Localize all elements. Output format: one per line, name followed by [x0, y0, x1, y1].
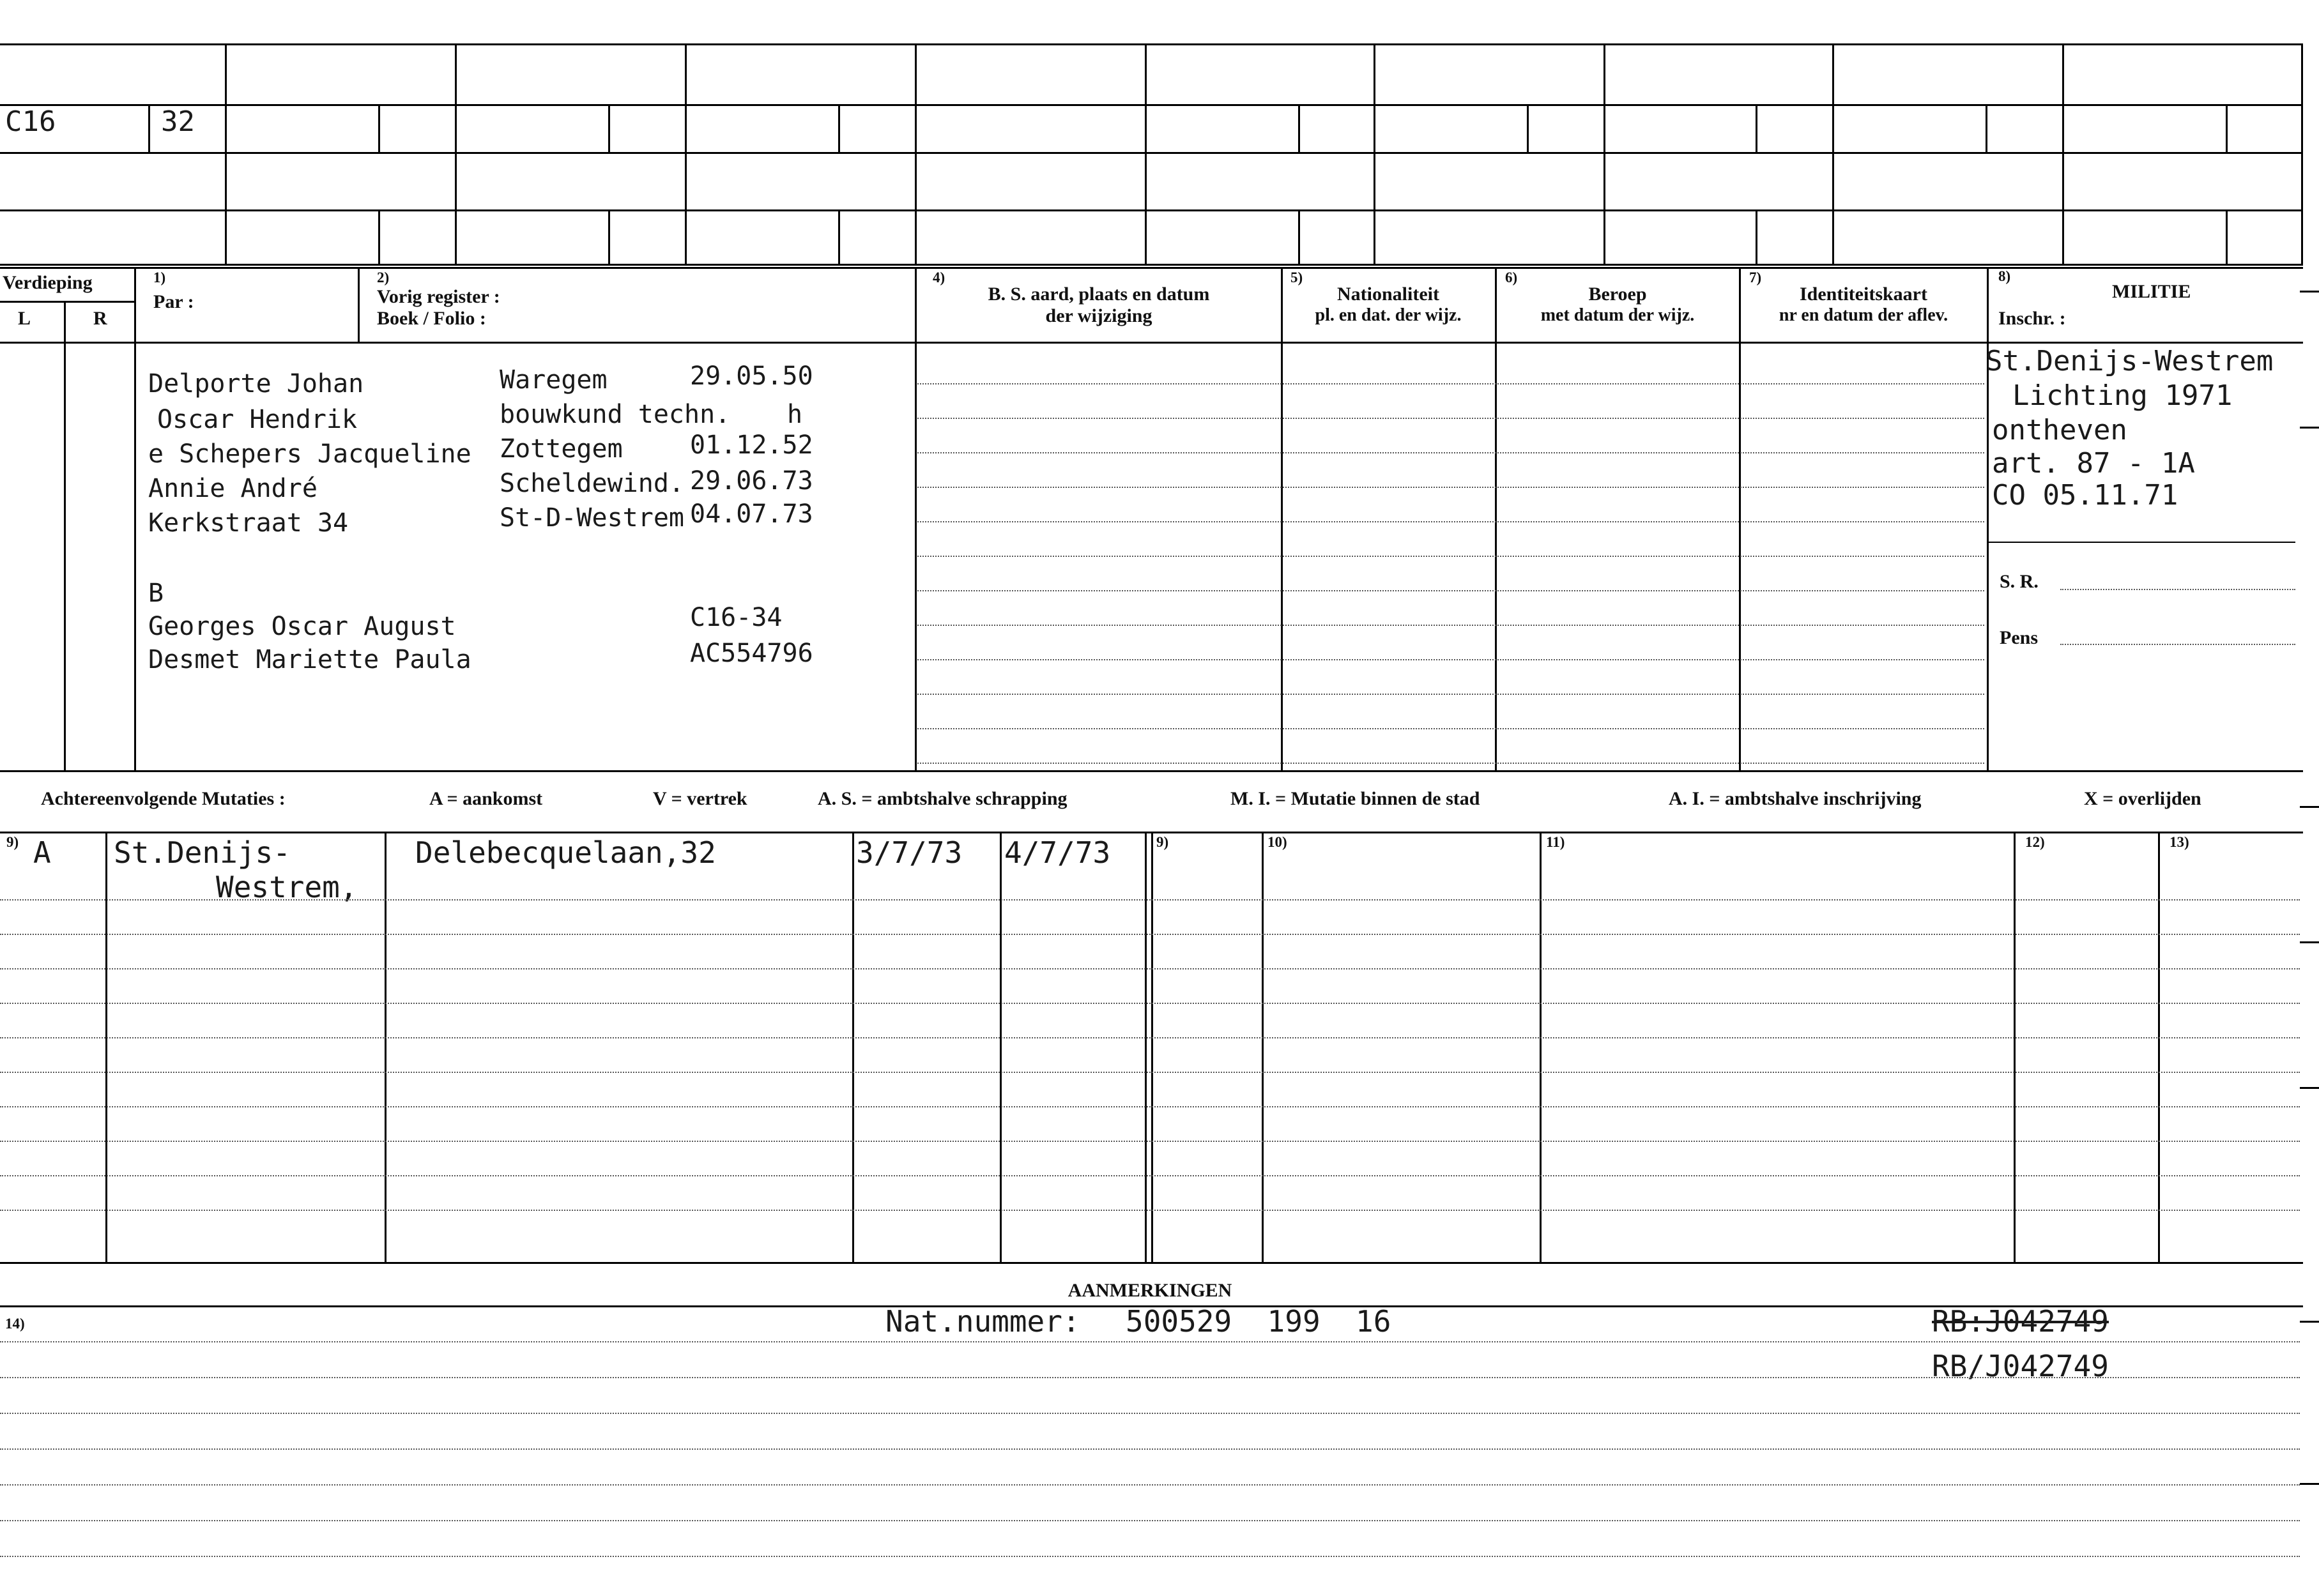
mut-col10-no: 10)	[1267, 834, 1287, 850]
id-divider	[1739, 267, 1741, 771]
margin-tick	[2300, 427, 2319, 429]
mutation-type: A	[33, 835, 51, 870]
mutation-dotted-rule	[0, 1175, 2300, 1176]
mother-name: Desmet Mariette Paula	[148, 645, 471, 674]
person-name: Delporte Johan	[148, 369, 364, 399]
boek-folio-label: Boek / Folio :	[377, 308, 486, 329]
mut-col12-no: 12)	[2025, 834, 2045, 850]
grid-col	[915, 43, 917, 264]
militie-lichting: Lichting 1971	[2012, 379, 2233, 412]
mutation-dotted-rule	[0, 1141, 2300, 1142]
nat-no: 5)	[1290, 270, 1303, 285]
arrival-place: St-D-Westrem	[500, 503, 684, 533]
mut-col	[1000, 832, 1002, 1262]
grid-tick	[1756, 209, 1757, 264]
pens-label: Pens	[2000, 627, 2038, 648]
bs-line1: B. S. aard, plaats en datum	[988, 284, 1210, 305]
mut-col	[1540, 832, 1542, 1262]
grid-col	[1832, 43, 1834, 264]
mutation-dotted-rule	[0, 1210, 2300, 1211]
rb-number-struck: RB:J042749	[1932, 1304, 2109, 1339]
bs-no: 4)	[933, 270, 945, 285]
spouse-birth-date: 01.12.52	[690, 430, 813, 460]
remarks-dotted-rule	[0, 1341, 2300, 1342]
dotted-rule	[917, 452, 1984, 453]
mutation-address: Delebecquelaan,32	[415, 835, 716, 870]
mutation-dotted-rule	[0, 899, 2300, 901]
marriage-place: Scheldewind.	[500, 469, 684, 498]
mut-col9b-no: 9)	[1156, 834, 1169, 850]
legend-title: Achtereenvolgende Mutaties :	[41, 788, 286, 809]
grid-tick	[838, 104, 840, 152]
header-bottom-rule	[0, 342, 2303, 344]
legend-v: V = vertrek	[653, 788, 747, 809]
marriage-date: 29.06.73	[690, 466, 813, 496]
vorig-divider	[358, 267, 360, 342]
remarks-dotted-rule	[0, 1448, 2300, 1450]
grid-col	[1374, 43, 1375, 264]
mut-col	[852, 832, 854, 1262]
birth-place: Waregem	[500, 365, 608, 395]
grid-tick	[378, 104, 380, 152]
rb-number: RB/J042749	[1932, 1349, 2109, 1383]
mutation-place-line1: St.Denijs-	[114, 835, 291, 870]
militie-status: ontheven	[1992, 414, 2127, 446]
grid-rule	[0, 264, 2303, 266]
mut-col	[385, 832, 386, 1262]
pens-field	[2060, 644, 2295, 645]
dotted-rule	[917, 556, 1984, 557]
grid-rule	[0, 152, 2303, 154]
dotted-rule	[917, 625, 1984, 626]
grid-col	[2301, 43, 2303, 264]
spouse-given-names: Annie André	[148, 474, 318, 503]
remarks-dotted-rule	[0, 1520, 2300, 1521]
lr-divider	[64, 301, 66, 770]
dotted-rule	[917, 521, 1984, 522]
mutation-dotted-rule	[0, 934, 2300, 935]
remarks-dotted-rule	[0, 1413, 2300, 1414]
mut-col11-no: 11)	[1546, 834, 1565, 850]
nat-line1: Nationaliteit	[1337, 284, 1439, 305]
bs-divider	[915, 267, 917, 771]
beroep-line2: met datum der wijz.	[1540, 305, 1695, 325]
margin-tick	[2300, 806, 2319, 808]
par-no: 1)	[153, 270, 166, 285]
dotted-rule	[917, 763, 1984, 764]
birth-date: 29.05.50	[690, 361, 813, 391]
legend-ai: A. I. = ambtshalve inschrijving	[1669, 788, 1922, 809]
grid-tick	[608, 104, 610, 152]
l-label: L	[18, 308, 31, 329]
mut-col	[2158, 832, 2160, 1262]
nat-number-label: Nat.nummer:	[885, 1304, 1080, 1339]
remarks-dotted-rule	[0, 1484, 2300, 1486]
card-number: 32	[161, 105, 195, 138]
father-name: Georges Oscar August	[148, 612, 456, 641]
militie-place: St.Denijs-Westrem	[1986, 345, 2274, 377]
legend-a: A = aankomst	[429, 788, 543, 809]
margin-tick	[2300, 941, 2319, 943]
grid-tick	[1298, 209, 1300, 264]
grid-rule	[0, 209, 2303, 211]
mutation-dotted-rule	[0, 1003, 2300, 1004]
beroep-no: 6)	[1505, 270, 1518, 285]
nat-number-value: 500529 199 16	[1126, 1304, 1391, 1339]
grid-tick	[1527, 104, 1529, 152]
legend-mi: M. I. = Mutatie binnen de stad	[1230, 788, 1480, 809]
father-ref: C16-34	[690, 603, 783, 632]
dotted-rule	[917, 487, 1984, 488]
dotted-rule	[917, 383, 1984, 384]
sr-label: S. R.	[2000, 571, 2039, 592]
mut-col	[105, 832, 107, 1262]
verdieping-label: Verdieping	[3, 272, 93, 293]
spouse-name: e Schepers Jacqueline	[148, 439, 471, 469]
mut-col	[1262, 832, 1264, 1262]
grid-tick	[1298, 104, 1300, 152]
mutation-date1: 3/7/73	[856, 835, 963, 870]
beroep-line1: Beroep	[1588, 284, 1647, 305]
mutation-dotted-rule	[0, 1072, 2300, 1073]
r-label: R	[93, 308, 107, 329]
beroep-divider	[1495, 267, 1497, 771]
grid-tick	[838, 209, 840, 264]
grid-tick	[1986, 104, 1987, 152]
lr-rule	[0, 301, 134, 303]
grid-tick	[2226, 104, 2228, 152]
margin-tick	[2300, 291, 2319, 293]
grid-col	[455, 43, 457, 264]
mut-col	[1145, 832, 1147, 1262]
nat-divider	[1281, 267, 1283, 771]
grid-col	[1603, 43, 1605, 264]
margin-tick	[2300, 1321, 2319, 1323]
remarks-no: 14)	[5, 1316, 25, 1332]
id-no: 7)	[1749, 270, 1762, 285]
mutations-bottom-rule	[0, 1262, 2303, 1264]
margin-tick	[2300, 1087, 2319, 1089]
inschr-label: Inschr. :	[1998, 308, 2066, 329]
grid-col	[1145, 43, 1147, 264]
dotted-rule	[917, 590, 1984, 591]
header-top-rule	[0, 267, 2303, 269]
id-line1: Identiteitskaart	[1800, 284, 1927, 305]
bs-line2: der wijziging	[1045, 305, 1152, 326]
grid-tick	[378, 209, 380, 264]
legend-x: X = overlijden	[2084, 788, 2201, 809]
mutation-dotted-rule	[0, 1106, 2300, 1107]
legend-top-rule	[0, 770, 2303, 772]
margin-tick	[2300, 1483, 2319, 1485]
mutation-dotted-rule	[0, 968, 2300, 969]
dotted-rule	[917, 418, 1984, 419]
arrival-date: 04.07.73	[690, 499, 813, 529]
dotted-rule	[917, 659, 1984, 660]
militie-rule	[1989, 542, 2295, 543]
grid-col	[2062, 43, 2064, 264]
mutation-place-line2: Westrem,	[216, 870, 358, 904]
militie-article: art. 87 - 1A	[1992, 447, 2195, 480]
mother-ref: AC554796	[690, 639, 813, 668]
dotted-rule	[917, 728, 1984, 729]
mut-col9-no: 9)	[6, 834, 19, 850]
remarks-dotted-rule	[0, 1556, 2300, 1557]
par-label: Par :	[153, 291, 194, 312]
street-address: Kerkstraat 34	[148, 508, 349, 538]
grid-col	[225, 43, 227, 264]
profession-note: h	[787, 400, 803, 429]
grid-rule	[0, 104, 2303, 106]
code-divider	[148, 104, 150, 152]
spouse-birth-place: Zottegem	[500, 434, 623, 464]
vorig-register-label: Vorig register :	[377, 286, 500, 307]
legend-as: A. S. = ambtshalve schrapping	[818, 788, 1068, 809]
profession: bouwkund techn.	[500, 400, 731, 429]
card-code: C16	[5, 105, 56, 138]
grid-tick	[2226, 209, 2228, 264]
mut-col13-no: 13)	[2170, 834, 2189, 850]
grid-col	[685, 43, 687, 264]
id-line2: nr en datum der aflev.	[1779, 305, 1948, 325]
militie-label: MILITIE	[2112, 281, 2191, 302]
par-divider	[134, 267, 136, 771]
mut-col	[1151, 832, 1153, 1262]
remarks-dotted-rule	[0, 1377, 2300, 1378]
militie-no: 8)	[1998, 268, 2011, 284]
sr-field	[2060, 589, 2295, 590]
grid-tick	[608, 209, 610, 264]
remarks-title: AANMERKINGEN	[1068, 1280, 1232, 1301]
mut-col	[2014, 832, 2016, 1262]
b-label: B	[148, 579, 164, 608]
vorig-no: 2)	[377, 270, 390, 285]
mutation-date2: 4/7/73	[1004, 835, 1111, 870]
top-border	[0, 43, 2303, 45]
nat-line2: pl. en dat. der wijz.	[1315, 305, 1462, 325]
militie-divider	[1987, 267, 1989, 771]
mutation-dotted-rule	[0, 1037, 2300, 1038]
dotted-rule	[917, 694, 1984, 695]
militie-date: CO 05.11.71	[1992, 479, 2178, 512]
person-given-names: Oscar Hendrik	[157, 405, 358, 434]
grid-tick	[1756, 104, 1757, 152]
